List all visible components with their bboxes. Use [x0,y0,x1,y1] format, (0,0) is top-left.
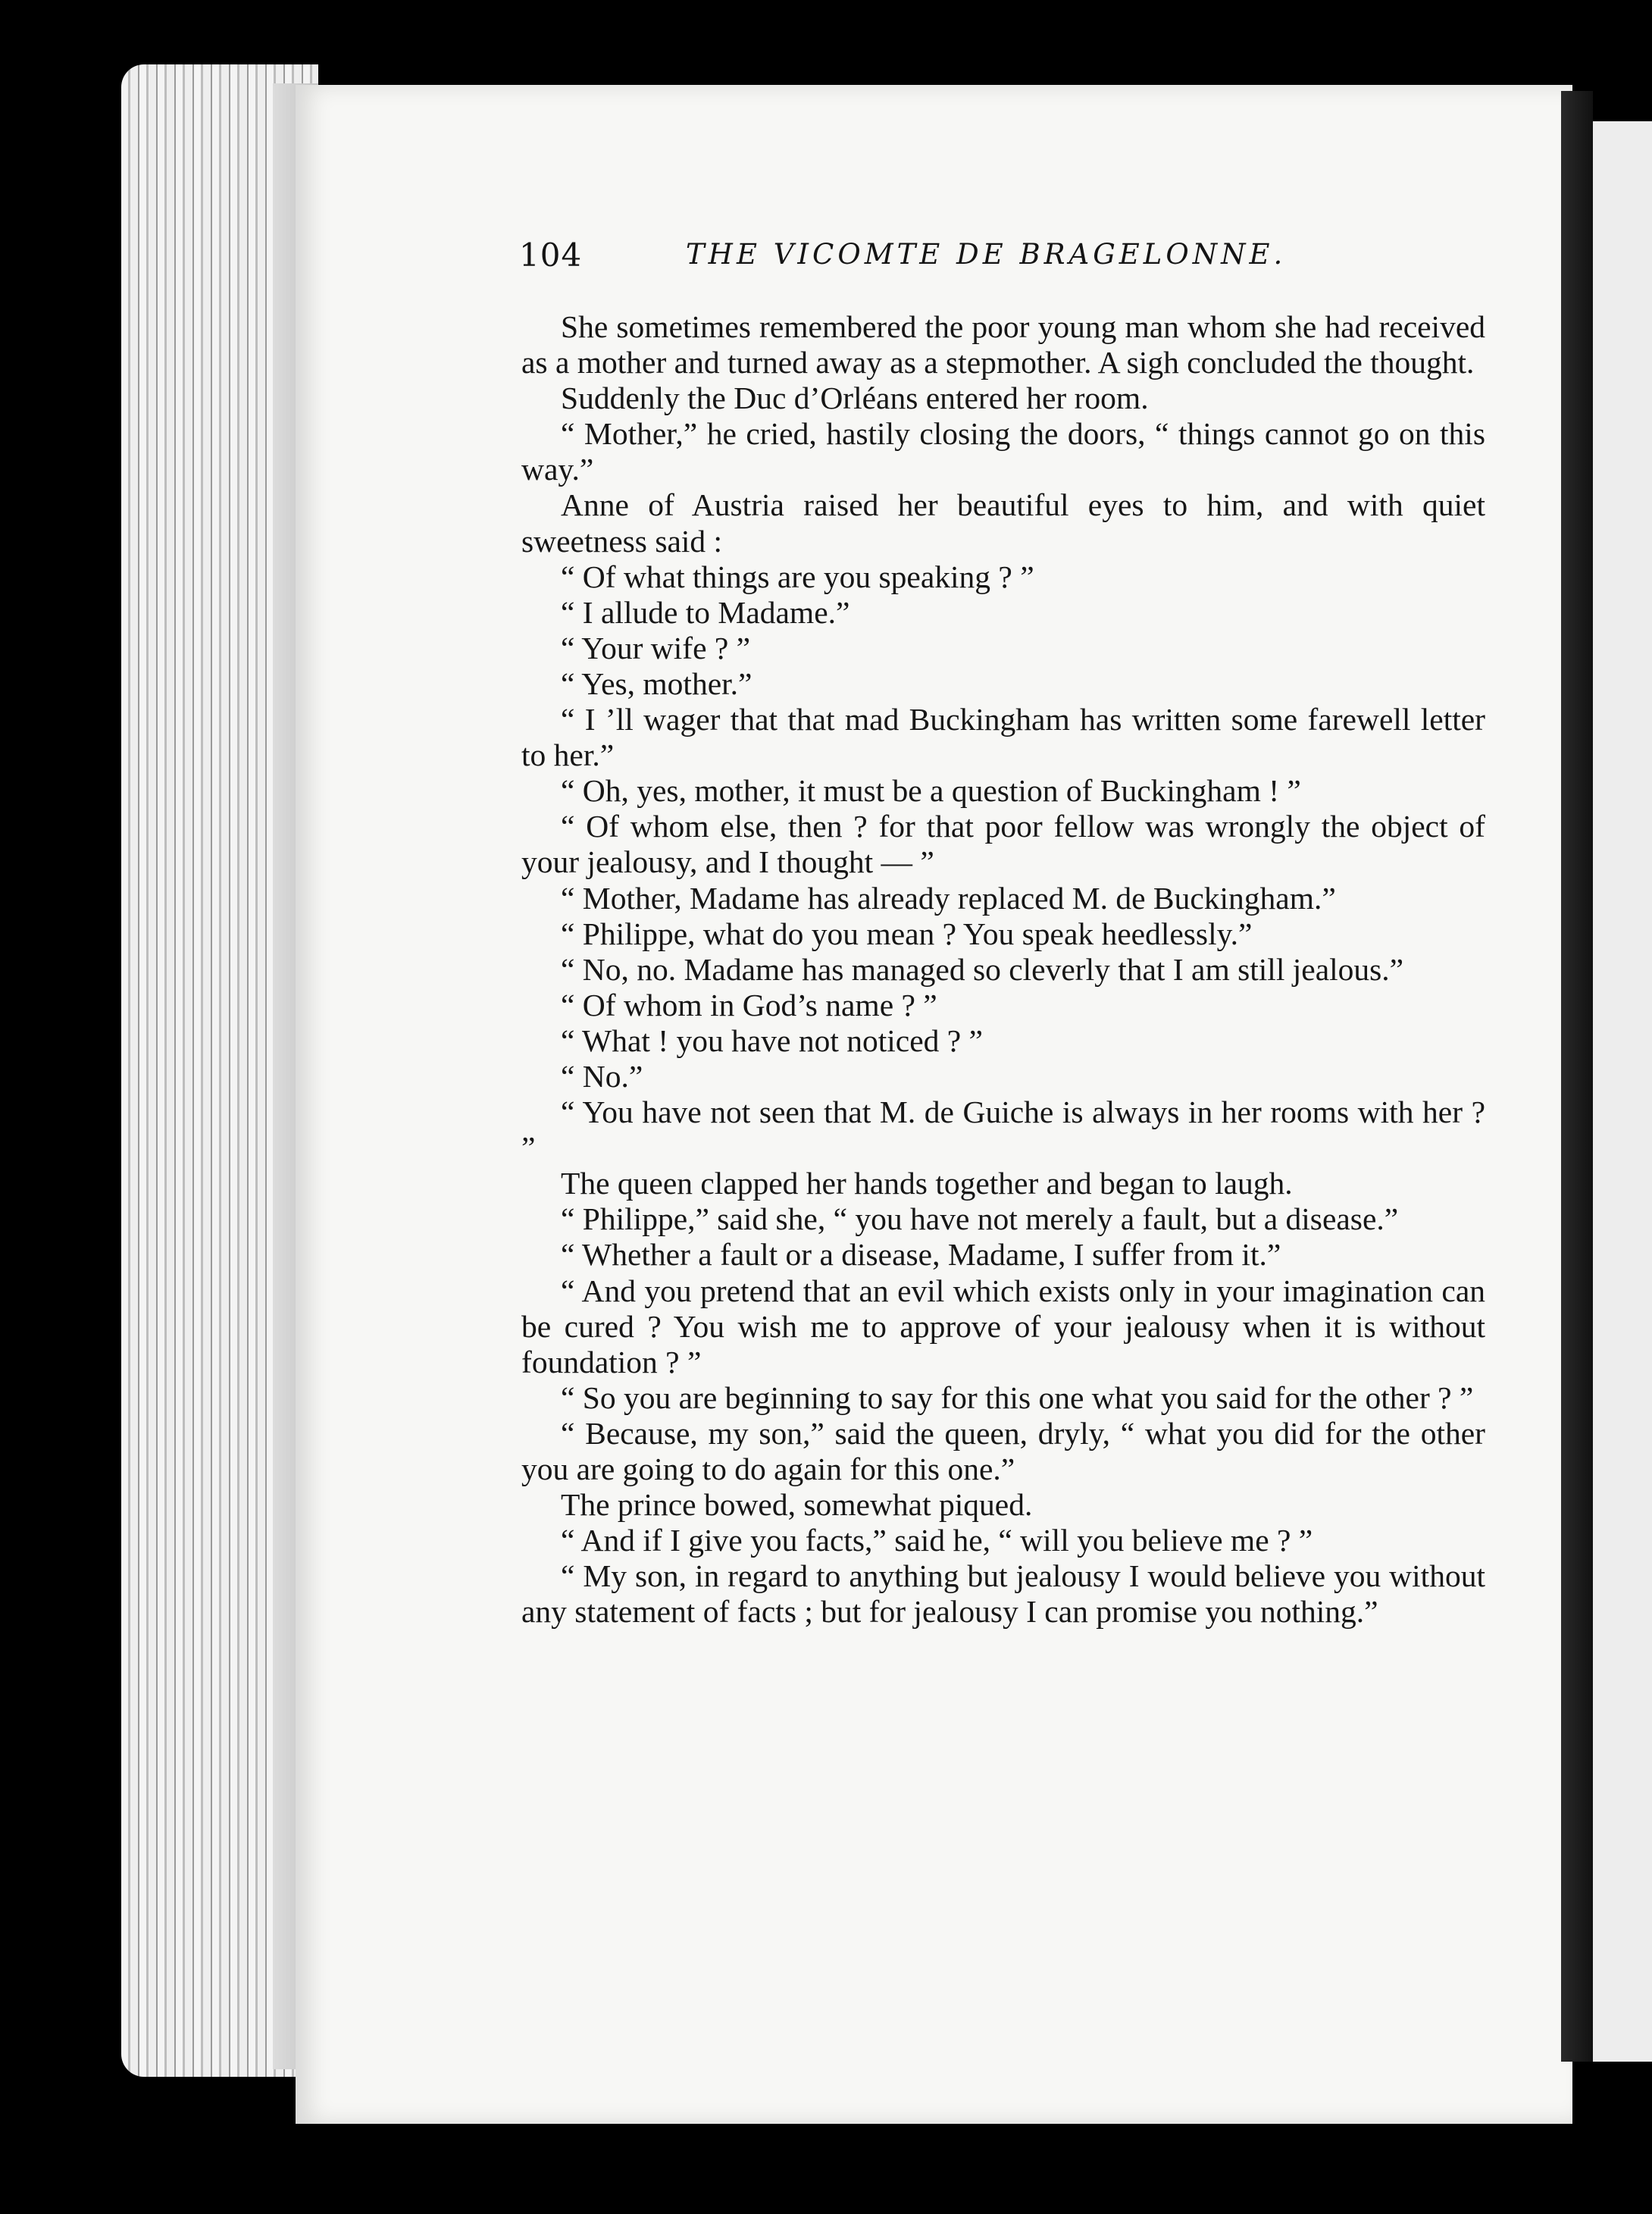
paragraph: “ I ’ll wager that that mad Buckingham has written some farewell letter to her.” [521,702,1485,773]
paragraph: “ Mother, Madame has already replaced M. de Buckingham.” [561,880,1336,916]
paragraph: “ And you pretend that an evil which exists only in your imagination can be cured ? You wish me to approve of your jealousy when it is without foundation ? ” [521,1273,1485,1379]
facing-page-sliver [1593,121,1652,2062]
paragraph: The prince bowed, somewhat piqued. [561,1487,1033,1523]
paragraph: Anne of Austria raised her beautiful eyes to him, and with quiet sweetness said : [521,487,1485,559]
paragraph: “ Oh, yes, mother, it must be a question of Buckingham ! ” [561,773,1301,809]
paragraph: “ And if I give you facts,” said he, “ will you believe me ? ” [561,1523,1313,1558]
page-right-edge [1561,91,1593,2062]
paragraph: “ Mother,” he cried, hastily closing the doors, “ things cannot go on this way.” [521,416,1485,487]
paragraph: “ What ! you have not noticed ? ” [561,1022,983,1058]
paragraph: She sometimes remembered the poor young man whom she had received as a mother and turned away as a stepmother. A sigh concluded the thought. [521,309,1485,380]
paragraph: “ So you are beginning to say for this one what you said for the other ? ” [561,1379,1474,1415]
page-header [519,236,1300,282]
paragraph: “ I allude to Madame.” [561,594,850,630]
body-text [521,309,1485,1630]
paragraph: “ Philippe, what do you mean ? You speak heedlessly.” [561,916,1253,951]
paragraph: “ My son, in regard to anything but jealousy I would believe you without any statement of facts ; but for jealousy I can promise you nothing.” [521,1558,1485,1630]
paragraph: The queen clapped her hands together and began to laugh. [561,1166,1293,1201]
paragraph: “ Philippe,” said she, “ you have not merely a fault, but a disease.” [561,1201,1399,1237]
paragraph: “ Of whom else, then ? for that poor fellow was wrongly the object of your jealousy, and I thought — ” [521,809,1485,880]
paragraph: “ No, no. Madame has managed so cleverly that I am still jealous.” [561,951,1404,987]
paragraph: “ Whether a fault or a disease, Madame, I suffer from it.” [561,1237,1281,1273]
running-title: THE VICOMTE DE BRAGELONNE. [686,238,1287,271]
paragraph: Suddenly the Duc d’Orléans entered her room. [561,380,1149,416]
paragraph: “ Of whom in God’s name ? ” [561,987,937,1022]
paragraph: “ Because, my son,” said the queen, dryly, “ what you did for the other you are going to do again for this one.” [521,1415,1485,1486]
paragraph: “ No.” [561,1058,643,1094]
paragraph: “ You have not seen that M. de Guiche is always in her rooms with her ? ” [521,1094,1485,1166]
paragraph: “ Yes, mother.” [561,665,752,701]
page-number: 104 [519,236,583,274]
paragraph: “ Of what things are you speaking ? ” [561,559,1034,594]
paragraph: “ Your wife ? ” [561,630,751,665]
